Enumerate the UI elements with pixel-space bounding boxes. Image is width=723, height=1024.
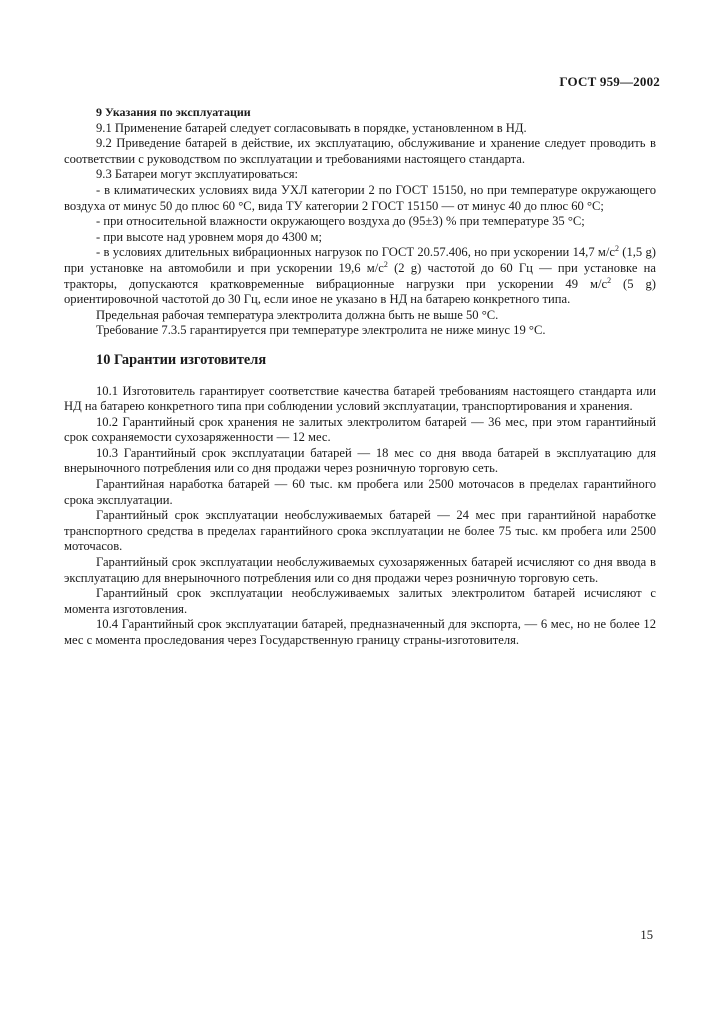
- page-number: 15: [640, 928, 653, 942]
- list-item-humidity: - при относительной влажности окружающего воздуха до (95±3) % при температуре 35 °С;: [96, 214, 585, 229]
- paragraph-10-2: 10.2 Гарантийный срок хранения не залитых электролитом батарей — 36 мес, при этом гарантийный срок сохраняемости сухозаряженности — 12 мес.: [64, 414, 656, 445]
- page-content: [64, 105, 656, 649]
- paragraph-10-3: 10.3 Гарантийный срок эксплуатации батарей — 18 мес со дня ввода батарей в эксплуатацию для внерыночного потребления или со дня продажи через розничную торговую сеть.: [64, 445, 656, 476]
- superscript-2: 2: [383, 259, 388, 269]
- section-10-title: 10 Гарантии изготовителя: [96, 351, 267, 368]
- paragraph-warranty-mileage: Гарантийная наработка батарей — 60 тыс. км пробега или 2500 моточасов в пределах гарантийного срока эксплуатации.: [64, 477, 656, 507]
- list-item-climate: - в климатических условиях вида УХЛ категории 2 по ГОСТ 15150, но при температуре окружающего воздуха от минус 50 до плюс 60 °С, вида ТУ категории 2 ГОСТ 15150 — от минус 40 до плюс 60 °С;: [64, 182, 656, 213]
- paragraph-maintenance-free: Гарантийный срок эксплуатации необслуживаемых батарей — 24 мес при гарантийной наработке транспортного средства в пределах гарантийного срока эксплуатации не более 75 тыс. км пробега или 2500 моточасов.: [64, 508, 656, 554]
- list-item-altitude: - при высоте над уровнем моря до 4300 м;: [96, 229, 322, 244]
- paragraph-9-3: 9.3 Батареи могут эксплуатироваться:: [96, 167, 299, 182]
- paragraph-9-1: 9.1 Применение батарей следует согласовывать в порядке, установленном в НД.: [96, 120, 527, 135]
- document-code-header: ГОСТ 959—2002: [559, 74, 660, 89]
- vibration-text-2: (1,5 g) при установке на автомобили и при ускорении 19,6 м/с: [64, 245, 656, 275]
- paragraph-dry-charged: Гарантийный срок эксплуатации необслуживаемых сухозаряженных батарей исчисляют со дня ввода в эксплуатацию для внерыночного потребления или со дня продажи через розничную торговую сеть.: [64, 555, 656, 585]
- paragraph-10-1: 10.1 Изготовитель гарантирует соответствие качества батарей требованиям настоящего стандарта или НД на батарею конкретного типа при соблюдении условий эксплуатации, транспортирования и хранения.: [64, 383, 656, 414]
- vibration-text-3: (2 g) частотой до 60 Гц — при установке на тракторы, допускаются кратковременные вибрационные нагрузки при ускорении 49 м/с: [64, 260, 656, 291]
- list-item-vibration: [64, 245, 656, 307]
- paragraph-9-2: 9.2 Приведение батарей в действие, их эксплуатацию, обслуживание и хранение следует проводить в соответствии с руководством по эксплуатации и требованиями настоящего стандарта.: [64, 136, 656, 166]
- superscript-3: 2: [607, 275, 612, 285]
- paragraph-requirement-7-3-5: Требование 7.3.5 гарантируется при температуре электролита не ниже минус 19 °С.: [96, 323, 546, 338]
- superscript-1: 2: [614, 244, 619, 254]
- paragraph-filled-electrolyte: Гарантийный срок эксплуатации необслуживаемых залитых электролитом батарей исчисляют с момента изготовления.: [64, 586, 656, 616]
- paragraph-10-4: 10.4 Гарантийный срок эксплуатации батарей, предназначенный для экспорта, — 6 мес, но не более 12 мес с момента проследования через Государственную границу страны-изготовителя.: [64, 617, 656, 647]
- vibration-text-1: - в условиях длительных вибрационных нагрузок по ГОСТ 20.57.406, но при ускорении 14,7 м/с: [96, 245, 615, 260]
- paragraph-max-temperature: Предельная рабочая температура электролита должна быть не выше 50 °С.: [96, 307, 499, 322]
- section-9-title: 9 Указания по эксплуатации: [96, 105, 251, 119]
- vibration-text-4: (5 g) ориентировочной частотой до 30 Гц, если иное не указано в НД на батарею конкретного типа.: [64, 276, 656, 307]
